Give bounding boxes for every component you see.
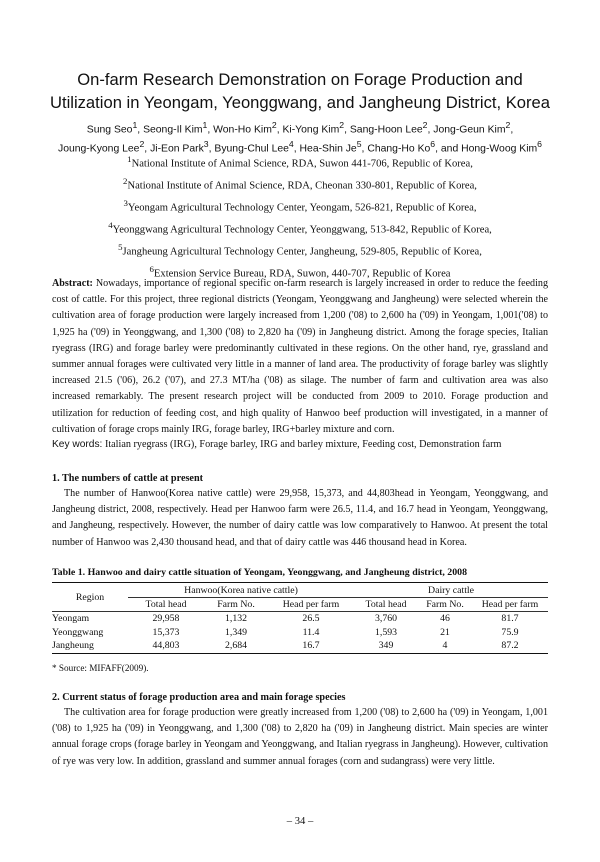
affiliation-text: Yeongam Agricultural Technology Center, Yeongam, 526-821, Republic of Korea, [127, 202, 477, 214]
affiliation-line [40, 217, 560, 239]
author-affiliation-mark: 3 [203, 139, 209, 150]
author-name: Ji-Eon Park [150, 143, 204, 155]
table-cell: 26.5 [302, 613, 320, 625]
author-name: Hea-Shin Je [299, 143, 357, 155]
author-separator: , [144, 143, 151, 155]
table-cell: 29,958 [152, 613, 180, 625]
author-separator: , [510, 124, 514, 136]
table-cell-region: Yeongam [52, 613, 90, 625]
title-line-1: On-farm Research Demonstration on Forage Production and [77, 70, 523, 89]
author-separator: , [207, 124, 214, 136]
author-affiliation-mark: 2 [271, 120, 277, 130]
table-header-row [52, 583, 548, 598]
table-cell: 11.4 [302, 626, 320, 638]
keywords-text: Italian ryegrass (IRG), Forage barley, IRG and barley mixture, Feeding cost, Demonstration farm [102, 439, 502, 450]
table-subheader: Farm No. [418, 598, 472, 612]
author-affiliation-mark: 1 [202, 120, 208, 130]
author-affiliation-mark: 2 [339, 120, 345, 130]
author-affiliation-mark: 1 [132, 120, 138, 130]
affiliation-mark: 3 [123, 197, 128, 208]
affiliation-line [40, 151, 560, 173]
author-affiliation-mark: 2 [505, 120, 511, 130]
affiliation-mark: 5 [118, 241, 123, 252]
section-1-text: The number of Hanwoo(Korea native cattle) were 29,958, 15,373, and 44,803head in Yeongam, Yeonggwang, and Jangheung district, 2008, respectively. Head per Hanwoo farm were 26.5, 11.4, and 16.7 head in Yeongam, Yeonggwang, and Jangheung, respectively. However, the number of dairy cattle was low comparatively to Hanwoo. At present the total number of Hanwoo was 2,430 thousand head, and that of dairy cattle was 446 thousand head in Korea. [52, 488, 548, 548]
author-separator: , [361, 143, 368, 155]
affiliation-text: National Institute of Animal Science, RDA, Cheonan 330-801, Republic of Korea, [127, 180, 477, 192]
table-cell: 87.2 [472, 639, 548, 653]
table-cell: 1,349 [224, 626, 248, 638]
author-separator: , [276, 124, 283, 136]
table-cell: 16.7 [268, 639, 354, 653]
table-row [52, 612, 548, 626]
keywords [52, 438, 548, 452]
affiliation-text: Jangheung Agricultural Technology Center, Jangheung, 529-805, Republic of Korea, [122, 246, 482, 258]
author-name: Joung-Kyong Lee [58, 143, 140, 155]
table-header-region: Region [52, 583, 128, 612]
author-name: Jong-Geun Kim [433, 124, 506, 136]
section-2-heading: 2. Current status of forage production area and main forage species [52, 692, 346, 703]
author-name: Sung Seo [86, 124, 133, 136]
affiliation-mark: 6 [149, 263, 154, 274]
table-subheader: Head per farm [472, 598, 548, 612]
author-affiliation-mark: 6 [537, 139, 542, 150]
table-1-source-note: * Source: MIFAFF(2009). [52, 663, 149, 673]
table-subheader: Farm No. [204, 598, 268, 612]
table-cell: 3,760 [374, 613, 398, 625]
title-line-2: Utilization in Yeongam, Yeonggwang, and Jangheung District, Korea [49, 93, 550, 112]
table-cell: 46 [440, 613, 450, 625]
author-affiliation-mark: 5 [356, 139, 362, 150]
affiliation-list [40, 151, 560, 283]
table-cell: 1,132 [224, 613, 248, 625]
author-separator: , [137, 124, 144, 136]
table-cell-region: Jangheung [52, 639, 128, 653]
paper-title [40, 68, 560, 114]
table-row [52, 639, 548, 653]
section-2-text: The cultivation area for forage production were greatly increased from 1,200 ('08) to 2,600 ha ('09) in Yeongam, 1,001 ('08) to 1,925 ha ('09) in Yeonggwang, and 1,300 ('08) to 2,820 ha ('09) in Jangheung district. Main species are winter annual forage crops (forage barley in Yeongam and Yeonggwang, and Italian ryegrass in Jangheung). However, cultivation of rye was very low. In addition, grassland and summer annual forages (corn and sudangrass) were very little. [52, 707, 548, 767]
affiliation-line [40, 173, 560, 195]
table-cell: 75.9 [501, 626, 519, 638]
author-line-1 [20, 118, 580, 137]
author-name: Ki-Yong Kim [282, 124, 340, 136]
affiliation-text: Yeonggwang Agricultural Technology Center, Yeonggwang, 513-842, Republic of Korea, [112, 224, 492, 236]
author-affiliation-mark: 2 [139, 139, 145, 150]
table-1-caption: Table 1. Hanwoo and dairy cattle situation of Yeongam, Yeonggwang, and Jangheung district, 2008 [52, 567, 468, 578]
author-name: Chang-Ho Ko [367, 143, 431, 155]
affiliation-text: National Institute of Animal Science, RDA, Suwon 441-706, Republic of Korea, [131, 158, 473, 170]
affiliation-line [40, 195, 560, 217]
author-name: Sang-Hoon Lee [349, 124, 423, 136]
table-1 [52, 582, 548, 654]
author-separator: , [427, 124, 434, 136]
table-cell-region: Yeonggwang [52, 626, 104, 638]
author-separator: , [208, 143, 215, 155]
author-name: Seong-Il Kim [143, 124, 203, 136]
author-name: Won-Ho Kim [213, 124, 272, 136]
table-header-dairy: Dairy cattle [354, 583, 548, 598]
table-cell: 349 [354, 639, 418, 653]
abstract [52, 276, 548, 438]
table-subheader: Total head [354, 598, 418, 612]
table-cell: 21 [440, 626, 450, 638]
abstract-text: Nowadays, importance of regional specific on-farm research is largely increased in order to reduce the feeding cost of cattle. For this project, three regional districts (Yeongam, Yeonggwang and Jangheung) were selected wherein the cultivation area of forage production were largely increased from 1,200 ('08) to 2,600 ha ('09) in Yeongam, 1,001('08) to 1,925 ha ('09) in Yeonggwang, and 1,300 ('08) to 2,820 ha ('09) in Jangheung district. Among the forage species, Italian ryegrass (IRG) and forage barley were predominantly cultivated in these regions. On the other hand, rye, grassland and summer annual forages were cultivated very little in a manner of land area. The productivity of forage barley was slightly increased 21.5 ('06), 26.2 ('07), and 27.3 MT/ha ('08) as silage. The number of farm and cultivation area was also increased remarkably. The present research project will be conducted from 2009 to 2010. Forage production and utilization for reduction of feeding cost, and high quality of Hanwoo beef production will investigated, in a manner of cultivation of forage crops mainly IRG, forage barley, IRG+barley mixture and corn. [52, 278, 548, 435]
affiliation-line [40, 239, 560, 261]
author-name: Hong-Woog Kim [461, 143, 538, 155]
table-cell: 44,803 [128, 639, 204, 653]
affiliation-mark: 1 [127, 154, 132, 164]
table-cell: 81.7 [501, 613, 519, 625]
table-cell: 2,684 [204, 639, 268, 653]
affiliation-mark: 2 [123, 175, 128, 186]
author-separator: , [293, 143, 300, 155]
table-header-hanwoo: Hanwoo(Korea native cattle) [128, 583, 354, 598]
table-cell: 15,373 [152, 626, 180, 638]
affiliation-mark: 4 [108, 219, 113, 230]
author-name: Byung-Chul Lee [214, 143, 289, 155]
author-separator: , and [435, 143, 462, 155]
table-subheader: Total head [128, 598, 204, 612]
author-affiliation-mark: 6 [430, 139, 436, 150]
table-row [52, 626, 548, 640]
author-affiliation-mark: 4 [288, 139, 294, 150]
table-cell: 4 [418, 639, 472, 653]
section-1-paragraph [52, 486, 548, 551]
abstract-label: Abstract: [52, 278, 93, 289]
author-affiliation-mark: 2 [422, 120, 428, 130]
affiliation-text: Extension Service Bureau, RDA, Suwon, 440-707, Republic of Korea [153, 268, 451, 280]
section-2-paragraph [52, 705, 548, 770]
section-1-heading: 1. The numbers of cattle at present [52, 473, 204, 484]
page-number: – 34 – [286, 816, 314, 827]
keywords-label: Key words: [52, 439, 103, 450]
table-subheader: Head per farm [268, 598, 354, 612]
table-cell: 1,593 [374, 626, 398, 638]
author-separator: , [344, 124, 350, 136]
